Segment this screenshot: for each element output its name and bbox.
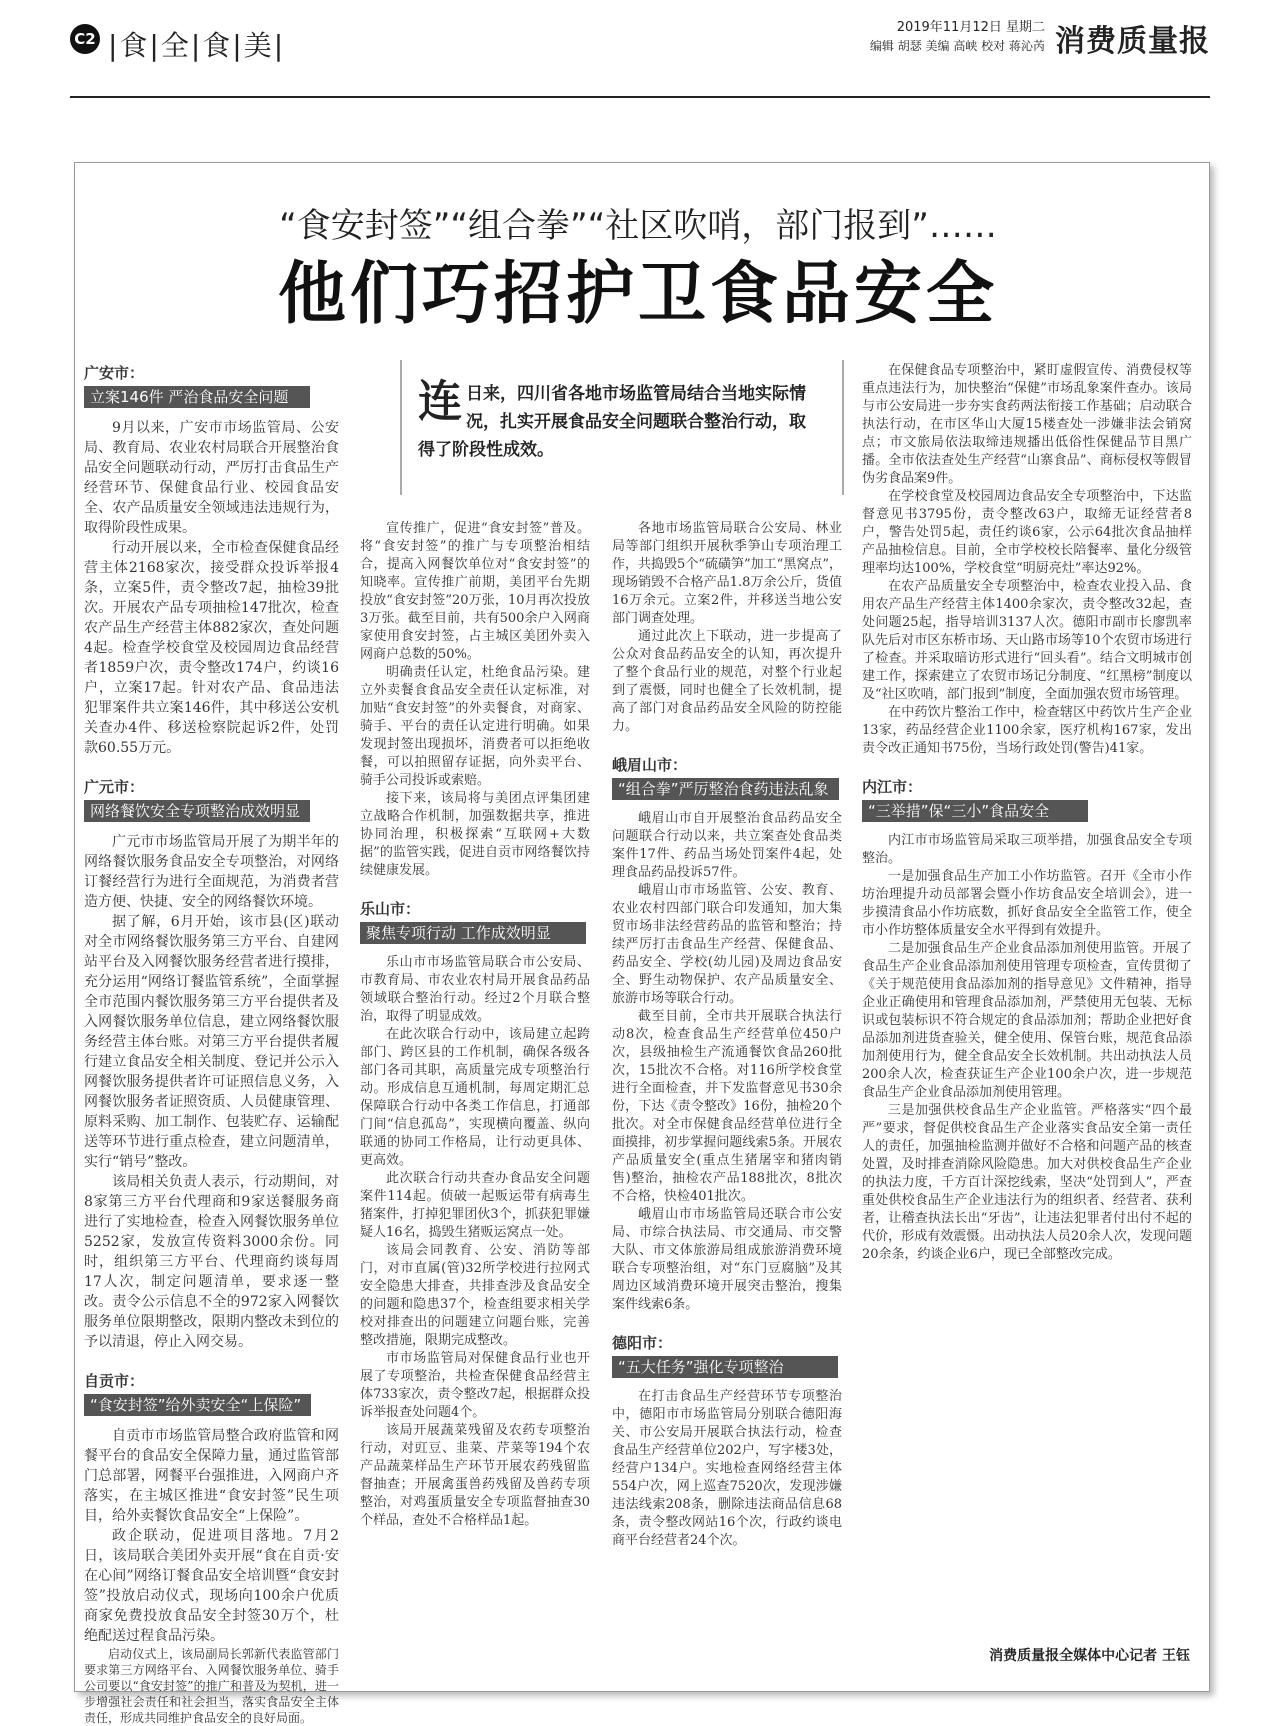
- section-deyang: [612, 1332, 842, 1550]
- section-zigong: [84, 1370, 339, 1726]
- paragraph: 政企联动，促进项目落地。7月2日，该局联合美团外卖开展“食在自贡·安在心间”网络订餐食品安全培训暨“食安封签”投放启动仪式，现场向100余户优质商家免费投放食品安全封签30万个，杜绝配送过程食品污染。: [84, 1528, 339, 1644]
- section-title: 聚焦专项行动 工作成效明显: [360, 922, 586, 944]
- paragraph: 该局相关负责人表示，行动期间，对8家第三方平台代理商和9家送餐服务商进行了实地检查，检查入网餐饮服务单位5252家，发放宣传资料3000余份。同时，组织第三方平台、代理商约谈每周17人次，制定问题清单，要求逐一整改。责令公示信息不全的972家入网餐饮服务单位限期整改，限期内整改未到位的予以清退，停止入网交易。: [84, 1174, 339, 1350]
- byline: 消费质量报全媒体中心记者 王钰: [989, 1648, 1190, 1664]
- intro-drop-cap: 连: [418, 376, 462, 427]
- paragraph: 9月以来，广安市市场监管局、公安局、教育局、农业农村局联合开展整治食品安全问题联动行动，严厉打击食品生产经营环节、保健食品行业、校园食品安全、农产品质量安全领域违法违规行为，取得阶段性成果。: [84, 420, 339, 536]
- section-name: |食|全|食|美|: [108, 29, 286, 62]
- city-name: 自贡市：: [84, 1372, 145, 1390]
- city-name: 内江市：: [862, 778, 923, 796]
- section-title: “食安封签”给外卖安全“上保险”: [84, 1394, 311, 1416]
- section-neijiang: [862, 776, 1192, 1264]
- paragraph: 自贡市市场监管局整合政府监管和网餐平台的食品安全保障力量，通过监管部门总部署，网餐平台强推进，入网商户齐落实，在主城区推进“食安封签”民生项目，给外卖餐饮食品安全“上保险”。: [84, 1428, 339, 1524]
- paragraph: 广元市市场监管局开展了为期半年的网络餐饮服务食品安全专项整治，对网络订餐经营行为进行全面规范，为消费者营造方便、快捷、安全的网络餐饮环境。: [84, 834, 339, 910]
- article-headline: 他们巧招护卫食品安全: [277, 255, 998, 334]
- section-guangan: [84, 362, 339, 758]
- city-name: 德阳市：: [612, 1334, 673, 1352]
- section-emeishan: [612, 754, 842, 1314]
- section-leshan: [360, 898, 590, 1530]
- paragraph: 通过此次上下联动，进一步提高了公众对食品药品安全的认知，再次提升了整个食品行业的规范，对整个行业起到了震慑，同时也健全了长效机制，提高了部门对食品药品安全风险的防控能力。: [612, 629, 842, 734]
- paragraph: 行动开展以来，全市检查保健食品经营主体2168家次，接受群众投诉举报4条，立案5件，责令整改7起，抽检39批次。开展农产品专项抽检147批次，检查农产品生产经营主体882家次，查处问题4起。检查学校食堂及校园周边食品经营者1859户次，责令整改174户，约谈16户，立案17起。针对农产品、食品违法犯罪案件共立案146件，其中移送公安机关查办4件、移送检察院起诉2件，处罚款60.55万元。: [84, 540, 339, 756]
- paragraph: 峨眉山市自开展整治食品药品安全问题联合行动以来，共立案查处食品类案件17件、药品当场处罚案件4起，处理食品药品投诉57件。: [612, 811, 842, 880]
- page-number-badge: C2: [70, 24, 100, 54]
- section-guangyuan: [84, 776, 339, 1352]
- section-title: “五大任务”强化专项整治: [612, 1356, 838, 1378]
- paragraph: 截至目前，全市共开展联合执法行动8次，检查食品生产经营单位450户次，县级抽检生产流通餐饮食品260批次，15批次不合格。对116所学校食堂进行全面检查，并下发监督意见书30余份，下达《责令整改》16份，抽检20个批次。对全市保健食品经营单位进行全面摸排，初步掌握问题线索5条。开展农产品质量安全(重点生猪屠宰和猪肉销售)整治，抽检农产品188批次，8批次不合格，快检401批次。: [612, 1009, 842, 1204]
- header-rule: [70, 96, 1210, 98]
- section-zigong-cont: [360, 520, 590, 880]
- editor-credits: 编辑 胡瑟 美编 高峡 校对 蒋沁芮: [869, 39, 1045, 53]
- section-title: 立案146件 严治食品安全问题: [84, 386, 310, 408]
- paper-name: 消费质量报: [1055, 24, 1210, 59]
- paragraph: 此次联合行动共查办食品安全问题案件114起。侦破一起贩运带有病毒生猪案件，打掉犯罪团伙3个，抓获犯罪嫌疑人16名，捣毁生猪贩运窝点一处。: [360, 1171, 590, 1240]
- section-title: “组合拳”严厉整治食药违法乱象: [612, 778, 839, 800]
- article-intro: [418, 376, 818, 464]
- city-name: 乐山市：: [360, 900, 421, 918]
- city-name: 广元市：: [84, 778, 145, 796]
- paragraph: 在中药饮片整治工作中，检查辖区中药饮片生产企业13家，药品经营企业1100余家，医疗机构167家，发出责令改正通知书75份，当场行政处罚(警告)41家。: [862, 705, 1192, 756]
- column-2: [360, 520, 590, 1530]
- paragraph: 一是加强食品生产加工小作坊监管。召开《全市小作坊治理提升动员部署会暨小作坊食品安全培训会》，进一步摸清食品小作坊底数，抓好食品安全全监管工作，使全市小作坊整体质量安全水平得到有效提升。: [862, 869, 1192, 938]
- page-header: [70, 14, 1210, 62]
- paragraph: 内江市市场监管局采取三项举措，加强食品安全专项整治。: [862, 833, 1192, 866]
- paragraph: 启动仪式上，该局副局长郭新代表监管部门要求第三方网络平台、入网餐饮服务单位、骑手公司要以“食安封签”的推广和普及为契机，进一步增强社会责任和社会担当，落实食品安全主体责任，形成共同维护食品安全的良好局面。: [84, 1647, 339, 1725]
- column-4: [862, 362, 1192, 1264]
- paragraph: 接下来，该局将与美团点评集团建立战略合作机制，加强数据共享，推进协同治理，积极探索“互联网+大数据”的监管实践，促进自贡市网络餐饮持续健康发展。: [360, 791, 590, 878]
- column-1: [84, 362, 339, 1726]
- paragraph: 在学校食堂及校园周边食品安全专项整治中，下达监督意见书3795份，责令整改63户，取缔无证经营者8户，警告处罚5起，责任约谈6家，公示64批次食品抽样产品抽检信息。目前，全市学校校长陪餐率、量化分级管理率均达100%，学校食堂“明厨亮灶”率达92%。: [862, 489, 1192, 576]
- city-name: 峨眉山市：: [612, 756, 688, 774]
- paragraph: 据了解，6月开始，该市县(区)联动对全市网络餐饮服务第三方平台、自建网站平台及入网餐饮服务经营者进行摸排，充分运用“网络订餐监管系统”，全面掌握全市范围内餐饮服务第三方平台提供者及入网餐饮服务单位信息，建立网络餐饮服务经营主体台账。对第三方平台提供者履行建立食品安全相关制度、登记并公示入网餐饮服务提供者许可证照信息义务，入网餐饮服务者证照资质、人员健康管理、原料采购、加工制作、包装贮存、运输配送等环节进行重点检查，建立问题清单，实行“销号”整改。: [84, 914, 339, 1170]
- paragraph: 该局会同教育、公安、消防等部门，对市直属(管)32所学校进行拉网式安全隐患大排查，共排查涉及食品安全的问题和隐患37个，检查组要求相关学校对排查出的问题建立问题台账，完善整改措施，限期完成整改。: [360, 1243, 590, 1348]
- paragraph: 峨眉山市市场监管、公安、教育、农业农村四部门联合印发通知，加大集贸市场非法经营药品的监管和整治；持续严厉打击食品生产经营、保健食品、药品安全、学校(幼儿园)及周边食品安全、野生动物保护、农产品质量安全、旅游市场等联合行动。: [612, 883, 842, 1006]
- issue-date: 2019年11月12日 星期二: [896, 20, 1045, 35]
- paragraph: 该局开展蔬菜残留及农药专项整治行动，对豇豆、韭菜、芹菜等194个农产品蔬菜样品生产环节开展农药残留监督抽查；开展禽蛋兽药残留及兽药专项整治，对鸡蛋质量安全专项监督抽查30个样品，查处不合格样品1起。: [360, 1423, 590, 1528]
- paragraph: 峨眉山市市场监管局还联合市公安局、市综合执法局、市交通局、市交警大队、市文体旅游局组成旅游消费环境联合专项整治组，对“东门豆腐脑”及其周边区域消费环境开展突击整治，搜集案件线索6条。: [612, 1207, 842, 1312]
- article-kicker: “食安封签”“组合拳”“社区吹哨，部门报到”……: [279, 206, 997, 246]
- section-leshan-cont: [612, 520, 842, 736]
- paragraph: 各地市场监管局联合公安局、林业局等部门组织开展秋季笋山专项治理工作，共捣毁5个“硫磺笋”加工“黑窝点”，现场销毁不合格产品1.8万余公斤，货值16万余元。立案2件，并移送当地公安部门调查处理。: [612, 521, 842, 626]
- paragraph: 在保健食品专项整治中，紧盯虚假宣传、消费侵权等重点违法行为，加快整治“保健”市场乱象案件查办。该局与市公安局进一步夯实食药两法衔接工作基础；启动联合执法行动，在市区华山大厦15楼查处一涉嫌非法会销窝点；市文旅局依法取缔违规播出低俗性保健品节目黑广播。全市依法查处生产经营“山寨食品”、商标侵权等假冒伪劣食品案9件。: [862, 363, 1192, 486]
- column-3: [612, 520, 842, 1550]
- paragraph: 乐山市市场监管局联合市公安局、市教育局、市农业农村局开展食品药品领域联合整治行动。经过2个月联合整治，取得了明显成效。: [360, 955, 590, 1024]
- section-title: “三举措”保“三小”食品安全: [862, 800, 1088, 822]
- paragraph: 明确责任认定，杜绝食品污染。建立外卖餐食食品安全责任认定标准，对加贴“食安封签”的外卖餐食，对商家、骑手、平台的责任认定进行明确。如果发现封签出现损坏，消费者可以拒绝收餐，可以拍照留存证据，向外卖平台、骑手公司投诉或索赔。: [360, 665, 590, 788]
- paragraph: 三是加强供校食品生产企业监管。严格落实“四个最严”要求，督促供校食品生产企业落实食品安全第一责任人的责任，加强抽检监测并做好不合格和问题产品的核查处置，及时排查消除风险隐患。加大对供校食品生产企业的执法力度，千方百计深挖线索，坚决“处罚到人”，严查重处供校食品生产企业违法行为的组织者、经营者、获利者，让稽查执法长出“牙齿”，让违法犯罪者付出付不起的代价，形成有效震慑。出动执法人员20余人次，发现问题20余条，约谈企业6户，现已全部整改完成。: [862, 1103, 1192, 1262]
- paragraph: 在打击食品生产经营环节专项整治中，德阳市市场监管局分别联合德阳海关、市公安局开展联合执法行动，检查食品生产经营单位202户，写字楼3处，经营户134户。实地检查网络经营主体554户次，网上巡查7520次，发现涉嫌违法线索208条，删除违法商品信息68条，责令整改网站16个次，行政约谈电商平台经营者24个次。: [612, 1389, 842, 1548]
- paragraph: 二是加强食品生产企业食品添加剂使用监管。开展了食品生产企业食品添加剂使用管理专项检查，宣传贯彻了《关于规范使用食品添加剂的指导意见》文件精神，指导企业正确使用和管理食品添加剂，严禁使用无包装、无标识或包装标识不符合规定的食品添加剂；帮助企业把好食品添加剂进货查验关，健全使用、保管台账，规范食品添加剂使用行为，健全食品安全长效机制。共出动执法人员200余人次，检查获证生产企业100余户次，进一步规范食品生产企业食品添加剂使用管理。: [862, 941, 1192, 1100]
- paragraph: 市市场监管局对保健食品行业也开展了专项整治，共检查保健食品经营主体733家次，责令整改7起，根据群众投诉举报查处问题4个。: [360, 1351, 590, 1420]
- masthead: [870, 16, 1210, 60]
- paragraph: 在此次联合行动中，该局建立起跨部门、跨区县的工作机制，确保各级各部门各司其职，高质量完成专项整治行动。形成信息互通机制，每周定期汇总保障联合行动中各类工作信息，打通部门间“信息孤岛”，实现横向覆盖、纵向联通的协同工作格局，让行动更具体、更高效。: [360, 1027, 590, 1168]
- paragraph: 在农产品质量安全专项整治中，检查农业投入品、食用农产品生产经营主体1400余家次，责令整改32起，查处问题25起，指导培训3137人次。德阳市副市长廖凯率队先后对市区东桥市场、天山路市场等10个农贸市场进行了检查。并采取暗访形式进行“回头看”。结合文明城市创建工作，探索建立了农贸市场记分制度、“红黑榜”制度以及“社区吹哨，部门报到”制度，全面加强农贸市场管理。: [862, 579, 1192, 702]
- section-deyang-cont: [862, 362, 1192, 758]
- city-name: 广安市：: [84, 364, 145, 382]
- intro-text: 日来，四川省各地市场监管局结合当地实际情况，扎实开展食品安全问题联合整治行动，取得了阶段性成效。: [418, 384, 806, 460]
- paragraph: 宣传推广，促进“食安封签”普及。将“食安封签”的推广与专项整治相结合，提高入网餐饮单位对“食安封签”的知晓率。宣传推广前期，美团平台先期投放“食安封签”20万张，10月再次投放3万张。截至目前，共有500余户入网商家使用食安封签，占主城区美团外卖入网商户总数的50%。: [360, 521, 590, 662]
- section-title: 网络餐饮安全专项整治成效明显: [84, 800, 310, 822]
